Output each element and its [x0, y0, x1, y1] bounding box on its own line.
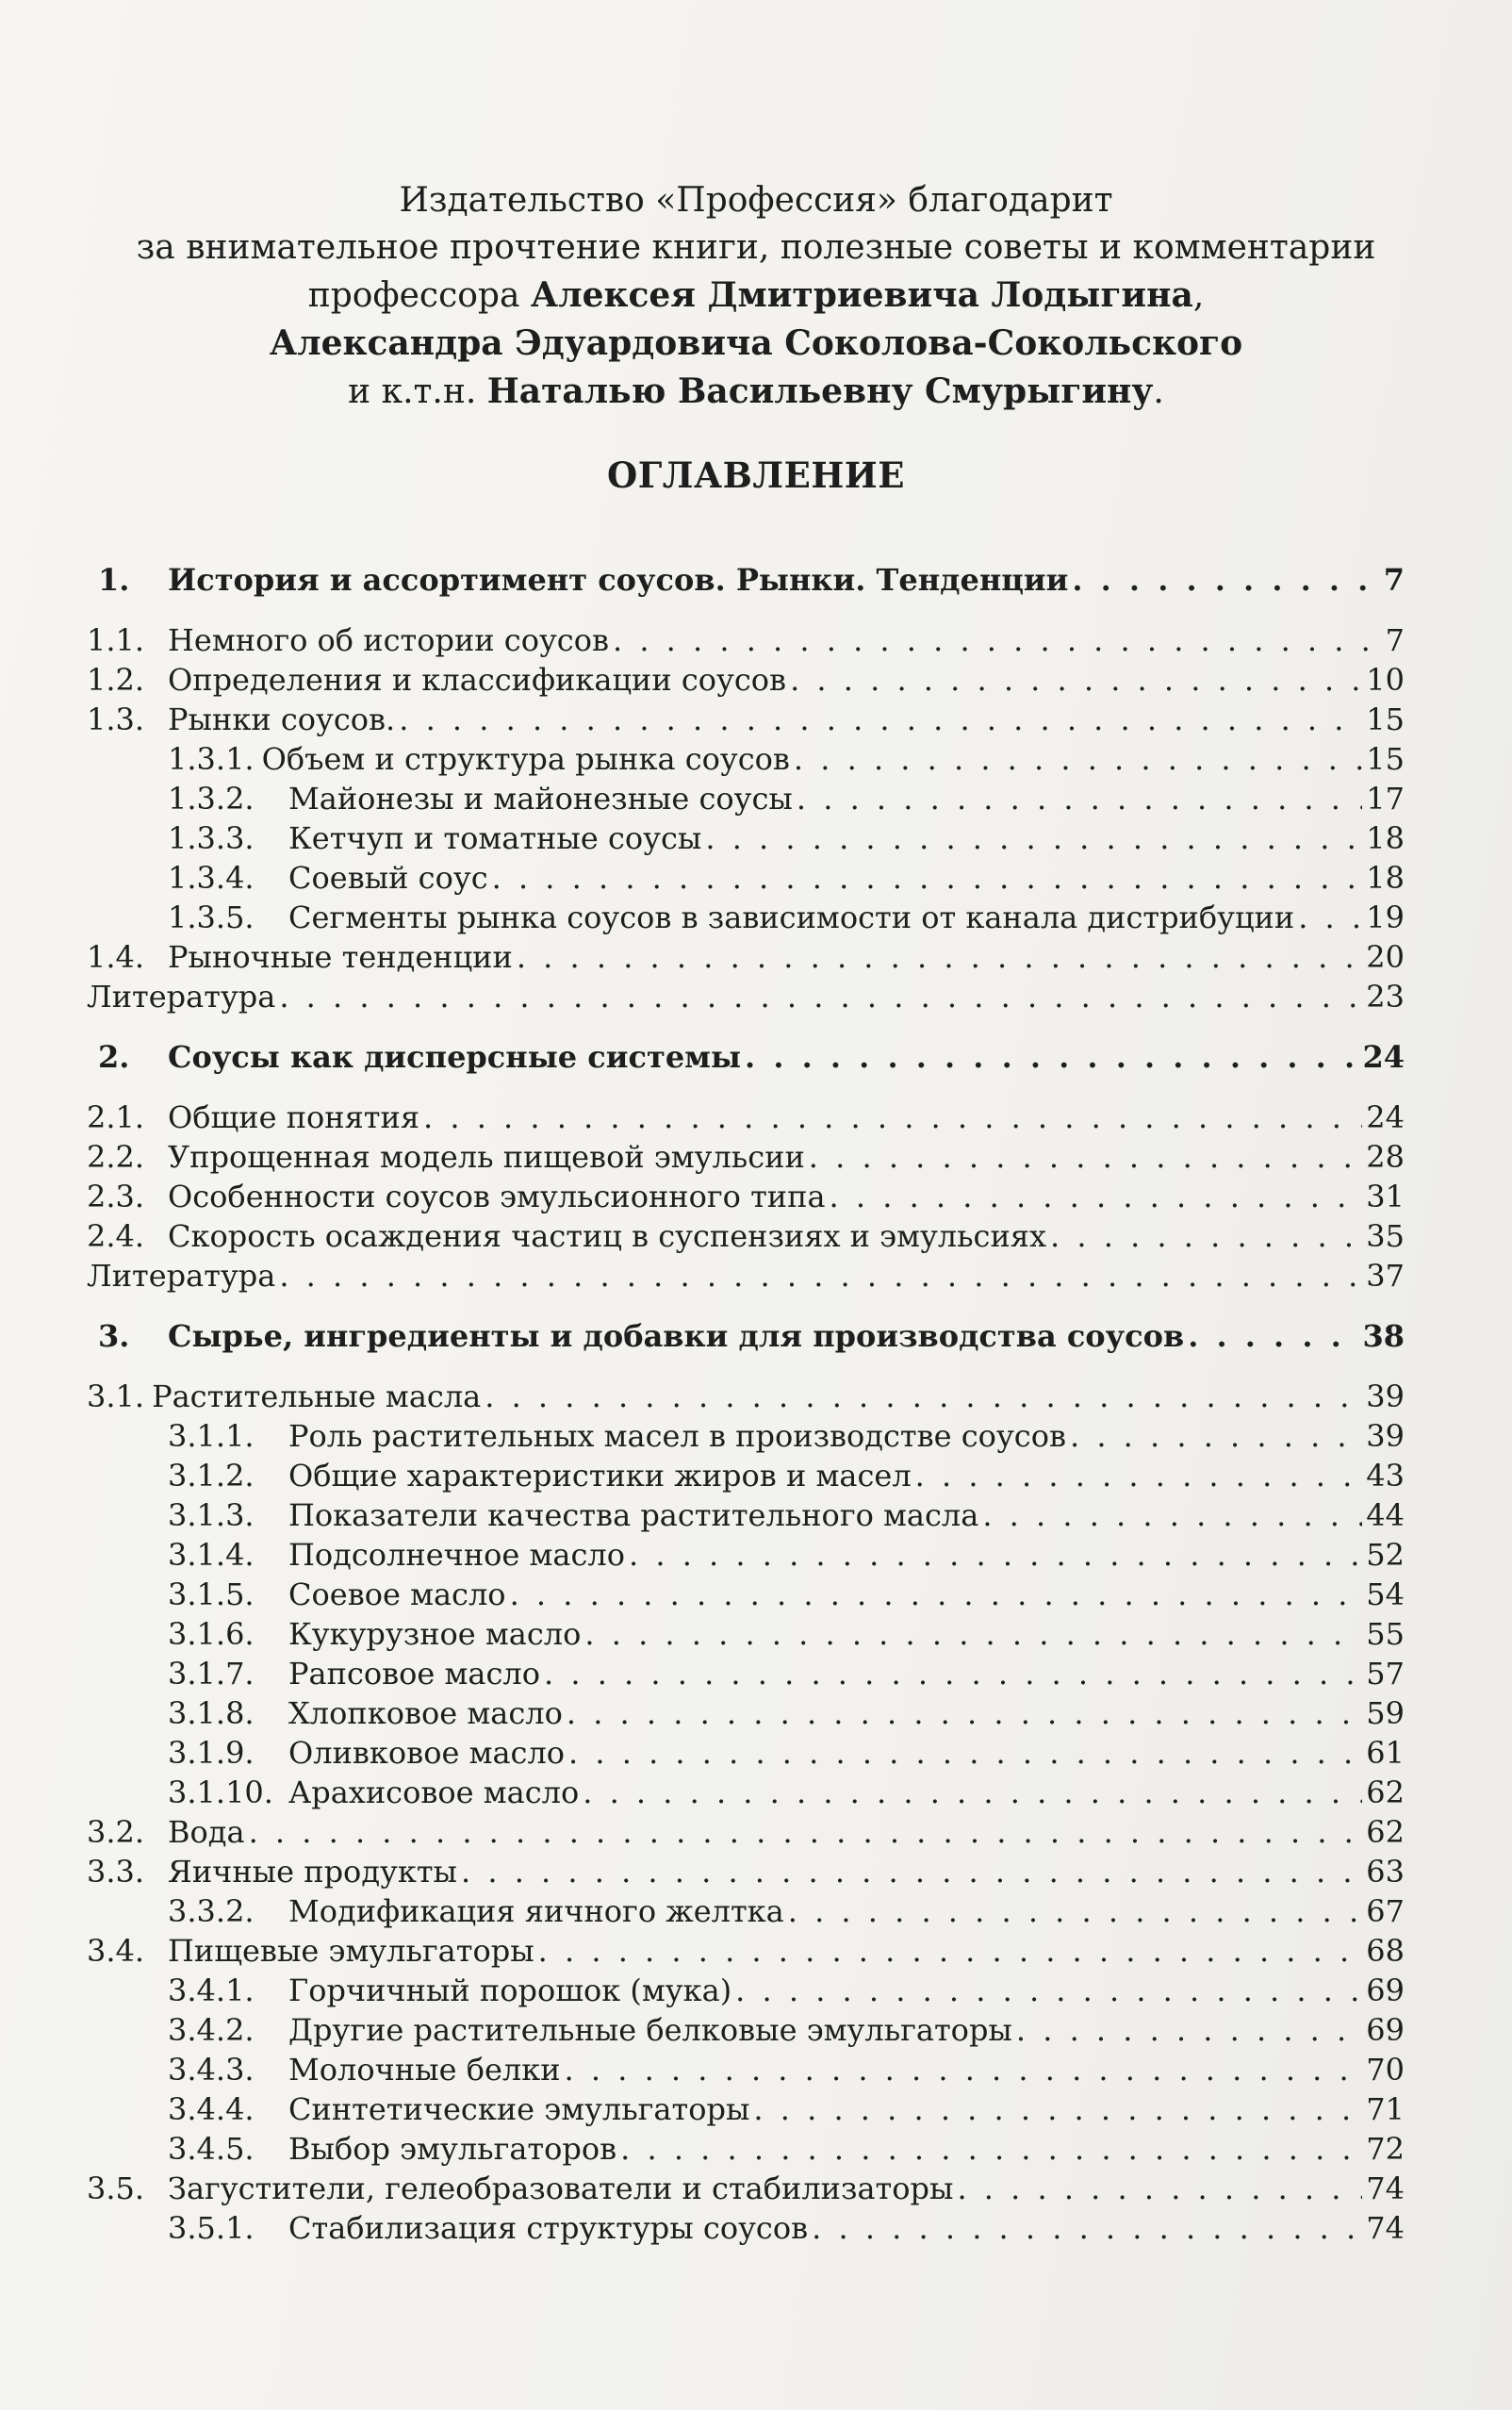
toc-title: Арахисовое масло	[288, 1774, 580, 1810]
toc-title: Сегменты рынка соусов в зависимости от канала дистрибуции	[288, 900, 1295, 935]
toc-number: 3.1.2.	[168, 1458, 255, 1494]
toc-number: 3.1.	[87, 1378, 145, 1414]
toc-number: 3.	[98, 1318, 130, 1354]
toc-page-number: 74	[1366, 2171, 1405, 2206]
toc-number: 3.4.2.	[168, 2012, 255, 2048]
toc-row-lead	[87, 898, 1405, 937]
toc-leader-dots	[1070, 1416, 1362, 1456]
toc-row[interactable]	[87, 739, 1405, 779]
toc-leader-dots	[788, 1891, 1363, 1931]
toc-number: 1.4.	[87, 939, 145, 975]
toc-page-number: 31	[1366, 1179, 1405, 1214]
toc-leader-dots	[620, 2129, 1362, 2169]
toc-number: 1.3.4.	[168, 860, 255, 896]
toc-page-number: 62	[1366, 1814, 1405, 1850]
toc-page-number: 68	[1366, 1933, 1405, 1969]
toc-page-number: 62	[1366, 1774, 1405, 1810]
toc-row-lead	[87, 1456, 1405, 1495]
toc-row[interactable]	[87, 700, 1405, 739]
toc-row-lead	[87, 937, 1405, 977]
toc-number: 3.4.5.	[168, 2131, 255, 2167]
toc-row-lead	[87, 1316, 1405, 1356]
toc-page-number: 10	[1366, 662, 1405, 698]
toc-row-lead	[87, 560, 1405, 600]
toc-title: Соусы как дисперсные системы	[168, 1039, 742, 1075]
toc-title: Скорость осаждения частиц в суспензиях и эмульсиях	[168, 1218, 1047, 1254]
toc-page-number: 39	[1366, 1378, 1405, 1414]
toc-row[interactable]	[87, 1098, 1405, 1137]
toc-title: Рапсовое масло	[288, 1656, 540, 1692]
ack-prefix: профессора	[307, 276, 531, 315]
toc-row-lead	[87, 779, 1405, 818]
toc-leader-dots	[1016, 2010, 1362, 2050]
toc-page-number: 15	[1366, 702, 1405, 737]
toc-row-lead	[87, 620, 1405, 660]
toc-row-lead	[87, 700, 1405, 739]
toc-row-lead	[87, 1971, 1405, 2010]
toc-leader-dots	[753, 2089, 1362, 2129]
toc-title: Оливковое масло	[288, 1735, 566, 1771]
toc-row[interactable]	[87, 1177, 1405, 1216]
toc-page-number: 38	[1362, 1318, 1405, 1354]
toc-page-number: 67	[1366, 1893, 1405, 1929]
toc-row-lead	[87, 2129, 1405, 2169]
toc-row[interactable]	[87, 1852, 1405, 1891]
toc-title: Пищевые эмульгаторы	[168, 1933, 534, 1969]
toc-number: 1.2.	[87, 662, 145, 698]
toc-title: Показатели качества растительного масла	[288, 1497, 979, 1533]
toc-row[interactable]	[87, 1733, 1405, 1773]
toc-title: Общие характеристики жиров и масел	[288, 1458, 912, 1494]
toc-row[interactable]	[87, 2010, 1405, 2050]
toc-row-lead	[87, 977, 1405, 1016]
toc-heading: ОГЛАВЛЕНИЕ	[607, 454, 905, 496]
ack-line-5	[0, 368, 1512, 416]
table-of-contents	[87, 560, 1405, 2248]
toc-title: Сырье, ингредиенты и добавки для производства соусов	[168, 1318, 1185, 1354]
toc-page-number: 43	[1366, 1458, 1405, 1494]
toc-row[interactable]	[87, 1575, 1405, 1614]
toc-leader-dots	[279, 977, 1362, 1016]
toc-row[interactable]	[87, 1535, 1405, 1575]
toc-leader-dots	[982, 1495, 1362, 1535]
toc-row[interactable]	[87, 937, 1405, 977]
toc-leader-dots	[957, 2169, 1362, 2208]
toc-leader-dots	[915, 1456, 1363, 1495]
toc-page-number: 55	[1366, 1616, 1405, 1652]
toc-row-lead	[87, 1852, 1405, 1891]
toc-row-lead	[87, 1773, 1405, 1812]
toc-row[interactable]	[87, 977, 1405, 1016]
toc-row[interactable]	[87, 858, 1405, 898]
toc-leader-dots	[1072, 560, 1379, 600]
toc-row[interactable]	[87, 1614, 1405, 1654]
toc-row[interactable]	[87, 1654, 1405, 1693]
toc-page-number: 39	[1366, 1418, 1405, 1454]
toc-leader-dots	[797, 779, 1362, 818]
toc-title: Вода	[168, 1814, 245, 1850]
toc-row-lead	[87, 660, 1405, 700]
toc-title: Соевый соус	[288, 860, 488, 896]
toc-number: 3.4.4.	[168, 2091, 255, 2127]
toc-page-number: 57	[1366, 1656, 1405, 1692]
toc-leader-dots	[584, 1614, 1362, 1654]
toc-title: Объем и структура рынка соусов	[261, 741, 790, 777]
toc-row-lead	[87, 2010, 1405, 2050]
toc-number: 3.4.	[87, 1933, 145, 1969]
toc-row-lead	[87, 1575, 1405, 1614]
toc-page-number: 35	[1366, 1218, 1405, 1254]
toc-number: 2.3.	[87, 1179, 145, 1214]
toc-number: 3.5.	[87, 2171, 145, 2206]
toc-title: Растительные масла	[152, 1378, 482, 1414]
toc-page-number: 69	[1366, 2012, 1405, 2048]
toc-page-number: 70	[1366, 2052, 1405, 2088]
ack-suffix: .	[1153, 372, 1164, 411]
toc-leader-dots	[629, 1535, 1362, 1575]
toc-page-number: 54	[1366, 1576, 1405, 1612]
toc-number: 1.3.	[87, 702, 145, 737]
toc-number: 2.	[98, 1039, 130, 1075]
toc-leader-dots	[517, 937, 1362, 977]
toc-leader-dots	[544, 1654, 1362, 1693]
toc-row[interactable]	[87, 818, 1405, 858]
toc-page-number: 7	[1383, 562, 1405, 598]
toc-title: Хлопковое масло	[288, 1695, 563, 1731]
toc-number: 3.1.7.	[168, 1656, 255, 1692]
ack-name-lodygin: Алексея Дмитриевича Лодыгина	[530, 275, 1193, 315]
ack-line-2: за внимательное прочтение книги, полезные советы и комментарии	[136, 228, 1376, 267]
toc-number: 3.1.6.	[168, 1616, 255, 1652]
toc-page-number: 37	[1366, 1258, 1405, 1294]
toc-leader-dots	[1188, 1316, 1358, 1356]
toc-leader-dots	[705, 818, 1362, 858]
toc-page-number: 52	[1366, 1537, 1405, 1573]
toc-part-row[interactable]	[87, 560, 1405, 600]
toc-row[interactable]	[87, 660, 1405, 700]
ack-name-sokolov: Александра Эдуардовича Соколова-Сокольского	[269, 323, 1243, 363]
toc-number: 3.3.2.	[168, 1893, 255, 1929]
toc-row[interactable]	[87, 2129, 1405, 2169]
toc-number: 2.1.	[87, 1099, 145, 1135]
toc-row-lead	[87, 2089, 1405, 2129]
toc-leader-dots	[613, 620, 1382, 660]
toc-number: 1.3.2.	[168, 781, 255, 817]
toc-leader-dots	[492, 858, 1363, 898]
toc-page-number: 17	[1366, 781, 1405, 817]
toc-number: 3.3.	[87, 1854, 145, 1890]
toc-row-lead	[87, 1037, 1405, 1077]
toc-row[interactable]	[87, 898, 1405, 937]
toc-number: 1.1.	[87, 622, 145, 658]
toc-leader-dots	[461, 1852, 1362, 1891]
toc-row[interactable]	[87, 620, 1405, 660]
toc-page-number: 63	[1366, 1854, 1405, 1890]
toc-title: Молочные белки	[288, 2052, 561, 2088]
toc-page-number: 23	[1366, 979, 1405, 1015]
toc-number: 1.	[98, 562, 130, 598]
toc-row-lead	[87, 2050, 1405, 2089]
toc-leader-dots	[790, 660, 1362, 700]
toc-row[interactable]	[87, 2050, 1405, 2089]
toc-leader-dots	[568, 1733, 1362, 1773]
toc-row-lead	[87, 1416, 1405, 1456]
toc-leader-dots	[538, 1931, 1363, 1971]
toc-title: Другие растительные белковые эмульгаторы	[288, 2012, 1012, 2048]
acknowledgement	[0, 177, 1512, 416]
toc-leader-dots	[812, 2208, 1362, 2248]
toc-page-number: 28	[1366, 1139, 1405, 1175]
toc-page-number: 69	[1366, 1973, 1405, 2008]
toc-leader-dots	[485, 1377, 1362, 1416]
toc-row[interactable]	[87, 1773, 1405, 1812]
toc-row[interactable]	[87, 1416, 1405, 1456]
toc-leader-dots	[249, 1812, 1363, 1852]
toc-title: Особенности соусов эмульсионного типа	[168, 1179, 826, 1214]
toc-title: Рыночные тенденции	[168, 939, 513, 975]
toc-title: Яичные продукты	[168, 1854, 458, 1890]
toc-title: Кетчуп и томатные соусы	[288, 820, 702, 856]
toc-title: Синтетические эмульгаторы	[288, 2091, 750, 2127]
toc-leader-dots	[745, 1037, 1358, 1077]
toc-title: Кукурузное масло	[288, 1616, 582, 1652]
toc-leader-dots	[1050, 1216, 1362, 1256]
toc-title: Подсолнечное масло	[288, 1537, 625, 1573]
toc-page-number: 24	[1362, 1039, 1405, 1075]
toc-title: Майонезы и майонезные соусы	[288, 781, 793, 817]
toc-page-number: 20	[1366, 939, 1405, 975]
toc-title: Модификация яичного желтка	[288, 1893, 784, 1929]
toc-leader-dots	[565, 2050, 1363, 2089]
toc-number: 3.1.1.	[168, 1418, 255, 1454]
toc-number: 3.1.4.	[168, 1537, 255, 1573]
toc-number: 2.2.	[87, 1139, 145, 1175]
toc-number: 3.1.10.	[168, 1774, 273, 1810]
toc-row[interactable]	[87, 1137, 1405, 1177]
toc-page-number: 72	[1366, 2131, 1405, 2167]
toc-number: 3.5.1.	[168, 2210, 255, 2246]
toc-leader-dots	[399, 700, 1362, 739]
ack-line-3	[0, 272, 1512, 320]
toc-title: Выбор эмульгаторов	[288, 2131, 617, 2167]
toc-leader-dots	[583, 1773, 1362, 1812]
toc-row[interactable]	[87, 2169, 1405, 2208]
toc-title: Упрощенная модель пищевой эмульсии	[168, 1139, 805, 1175]
toc-part-row[interactable]	[87, 1037, 1405, 1077]
toc-title: Горчичный порошок (мука)	[288, 1973, 732, 2008]
toc-row-lead	[87, 858, 1405, 898]
toc-row[interactable]	[87, 1456, 1405, 1495]
toc-number: 3.1.8.	[168, 1695, 255, 1731]
ack-suffix: ,	[1192, 276, 1205, 315]
toc-page-number: 44	[1366, 1497, 1405, 1533]
toc-page-number: 71	[1366, 2091, 1405, 2127]
toc-title: Загустители, гелеобразователи и стабилизаторы	[168, 2171, 954, 2206]
toc-row[interactable]	[87, 1256, 1405, 1296]
toc-row[interactable]	[87, 1812, 1405, 1852]
toc-row-lead	[87, 1891, 1405, 1931]
ack-line-1: Издательство «Профессия» благодарит	[399, 181, 1113, 220]
toc-row-lead	[87, 2169, 1405, 2208]
toc-number: 1.3.3.	[168, 820, 255, 856]
toc-page-number: 19	[1366, 900, 1405, 935]
ack-name-smurygina: Наталью Васильевну Смурыгину	[486, 371, 1154, 411]
toc-title: Немного об истории соусов	[168, 622, 609, 658]
toc-title: Литература	[87, 1258, 276, 1294]
toc-row[interactable]	[87, 1216, 1405, 1256]
toc-leader-dots	[567, 1693, 1362, 1733]
toc-row[interactable]	[87, 779, 1405, 818]
toc-title: Общие понятия	[168, 1099, 420, 1135]
toc-row[interactable]	[87, 1693, 1405, 1733]
toc-title: Роль растительных масел в производстве соусов	[288, 1418, 1066, 1454]
toc-row-lead	[87, 1256, 1405, 1296]
toc-row-lead	[87, 818, 1405, 858]
toc-row[interactable]	[87, 1495, 1405, 1535]
toc-page-number: 18	[1366, 860, 1405, 896]
toc-row[interactable]	[87, 1931, 1405, 1971]
toc-title: Определения и классификации соусов	[168, 662, 787, 698]
toc-title: История и ассортимент соусов. Рынки. Тенденции	[168, 562, 1069, 598]
toc-number: 1.3.5.	[168, 900, 255, 935]
toc-row-lead	[87, 2208, 1405, 2248]
toc-number: 3.2.	[87, 1814, 145, 1850]
toc-leader-dots	[794, 739, 1362, 779]
toc-row[interactable]	[87, 2089, 1405, 2129]
toc-row[interactable]	[87, 1891, 1405, 1931]
toc-row-lead	[87, 1177, 1405, 1216]
toc-number: 2.4.	[87, 1218, 145, 1254]
toc-row-lead	[87, 1495, 1405, 1535]
toc-row-lead	[87, 1098, 1405, 1137]
toc-row[interactable]	[87, 1971, 1405, 2010]
toc-row-lead	[87, 1931, 1405, 1971]
ack-prefix: и к.т.н.	[348, 372, 487, 411]
ack-line-4	[0, 320, 1512, 368]
toc-number: 3.1.3.	[168, 1497, 255, 1533]
toc-row-lead	[87, 1216, 1405, 1256]
toc-row-lead	[87, 1377, 1405, 1416]
toc-page-number: 15	[1366, 741, 1405, 777]
toc-part-row[interactable]	[87, 1316, 1405, 1356]
toc-leader-dots	[830, 1177, 1363, 1216]
toc-leader-dots	[423, 1098, 1362, 1137]
toc-row-lead	[87, 1654, 1405, 1693]
toc-leader-dots	[1298, 898, 1362, 937]
toc-number: 1.3.1.	[168, 741, 255, 777]
toc-number: 3.4.1.	[168, 1973, 255, 2008]
toc-row-lead	[87, 1614, 1405, 1654]
toc-leader-dots	[510, 1575, 1363, 1614]
toc-leader-dots	[279, 1256, 1362, 1296]
toc-row[interactable]	[87, 2208, 1405, 2248]
toc-title: Соевое масло	[288, 1576, 506, 1612]
toc-title: Стабилизация структуры соусов	[288, 2210, 809, 2246]
toc-number: 3.1.5.	[168, 1576, 255, 1612]
toc-page-number: 74	[1366, 2210, 1405, 2246]
toc-row-lead	[87, 1137, 1405, 1177]
toc-page-number: 7	[1385, 622, 1405, 658]
toc-row-lead	[87, 1733, 1405, 1773]
toc-row-lead	[87, 739, 1405, 779]
toc-page-number: 24	[1366, 1099, 1405, 1135]
toc-title: Рынки соусов.	[168, 702, 396, 737]
toc-leader-dots	[809, 1137, 1362, 1177]
toc-row-lead	[87, 1812, 1405, 1852]
toc-number: 3.4.3.	[168, 2052, 255, 2088]
toc-title: Литература	[87, 979, 276, 1015]
toc-leader-dots	[735, 1971, 1362, 2010]
toc-page-number: 61	[1366, 1735, 1405, 1771]
toc-row-lead	[87, 1535, 1405, 1575]
toc-row[interactable]	[87, 1377, 1405, 1416]
toc-row-lead	[87, 1693, 1405, 1733]
toc-page-number: 59	[1366, 1695, 1405, 1731]
toc-number: 3.1.9.	[168, 1735, 255, 1771]
toc-page-number: 18	[1366, 820, 1405, 856]
